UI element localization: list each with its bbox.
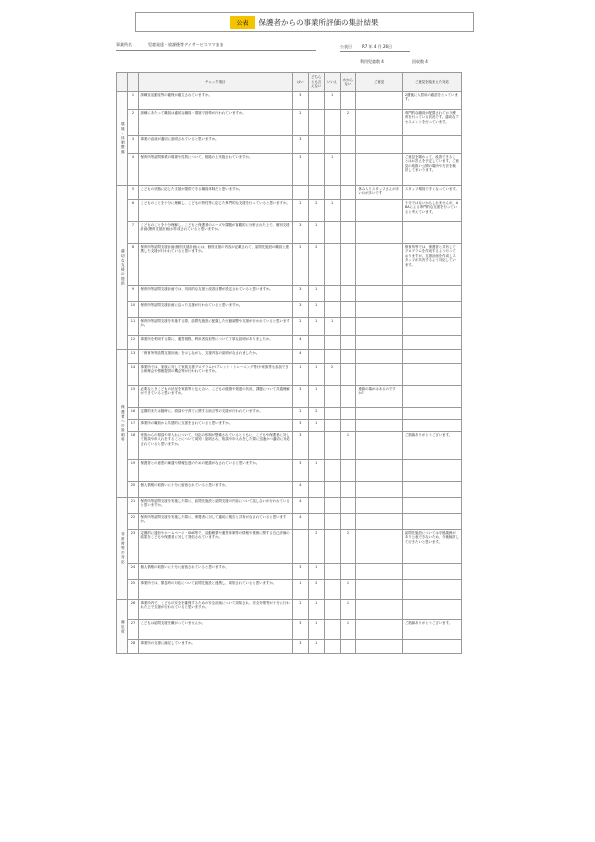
table-row — [117, 154, 462, 186]
category-label: 満足度 — [117, 600, 128, 654]
office-name: 児童発達・放課後等デイサービスママまま — [148, 42, 224, 47]
yes-count: 3 — [292, 640, 308, 654]
opinion-text — [356, 514, 403, 530]
unknown-count — [340, 318, 356, 336]
row-number: 19 — [128, 460, 138, 482]
no-count — [324, 514, 340, 530]
no-count — [324, 136, 340, 154]
check-item-text: 「保育所等訪問支援計画」を示しながら、支援内容の説明がなされましたか。 — [138, 350, 292, 364]
response-text — [402, 350, 461, 364]
yes-count: 3 — [292, 302, 308, 318]
check-item-text: 保護者との意思の疎通や情報伝達のための配慮がなされていると思いますか。 — [138, 460, 292, 482]
neutral-count: 2 — [308, 200, 324, 222]
unknown-count: 2 — [340, 530, 356, 564]
table-row — [117, 110, 462, 136]
unknown-count: 1 — [340, 580, 356, 600]
opinion-text — [356, 530, 403, 564]
unknown-count — [340, 386, 356, 408]
no-count — [324, 186, 340, 200]
check-item-text: 保育所等訪問支援を実施した際に、訪問先施設と訪問支援の内容について話し合いが行われていると思いますか。 — [138, 498, 292, 514]
table-row — [117, 620, 462, 640]
check-item-text: こどものことを十分理解し、こどもと保護者のニーズや課題が客観的に分析された上で、個別支援計画(療育支援計画)が作成されていると思いますか。 — [138, 222, 292, 244]
header-neutral: どちらとも言えない — [308, 73, 324, 92]
unknown-count — [340, 640, 356, 654]
table-row — [117, 600, 462, 620]
neutral-count: 1 — [308, 286, 324, 302]
office-underline — [116, 50, 316, 51]
no-count: 1 — [324, 200, 340, 222]
no-count: 1 — [324, 154, 340, 186]
yes-count: 3 — [292, 460, 308, 482]
neutral-count — [308, 154, 324, 186]
neutral-count: 1 — [308, 600, 324, 620]
table-row — [117, 408, 462, 420]
row-number: 24 — [128, 564, 138, 580]
user-count-label: 利用児童数 4 — [360, 59, 384, 64]
table-row — [117, 222, 462, 244]
category-label: 環境・体制整備 — [117, 92, 128, 186]
yes-count: 2 — [292, 318, 308, 336]
yes-count: 2 — [292, 600, 308, 620]
yes-count: 4 — [292, 336, 308, 350]
yes-count: 2 — [292, 200, 308, 222]
table-row — [117, 136, 462, 154]
header-opinion: ご意見 — [356, 73, 403, 92]
no-count — [324, 600, 340, 620]
response-text — [402, 318, 461, 336]
row-number: 28 — [128, 640, 138, 654]
yes-count: 3 — [292, 286, 308, 302]
yes-count: 2 — [292, 408, 308, 420]
opinion-text — [356, 318, 403, 336]
table-row — [117, 432, 462, 460]
header-check-item: チェック項目 — [138, 73, 292, 92]
unknown-count — [340, 136, 356, 154]
check-item-text: 事業所の職員から共感的に支援をされていると思いますか。 — [138, 420, 292, 432]
no-count — [324, 432, 340, 460]
opinion-text — [356, 564, 403, 580]
no-count: 1 — [324, 92, 340, 110]
no-count — [324, 244, 340, 286]
table-row — [117, 514, 462, 530]
table-row — [117, 386, 462, 408]
table-row — [117, 318, 462, 336]
response-text — [402, 408, 461, 420]
no-count — [324, 302, 340, 318]
header-no: いいえ — [324, 73, 340, 92]
yes-count — [292, 530, 308, 564]
opinion-text — [356, 482, 403, 498]
unknown-count — [340, 460, 356, 482]
document-title: 保護者からの事業所評価の集計結果 — [258, 17, 379, 27]
no-count — [324, 498, 340, 514]
check-item-text: 訓練にあたって職員は適切な職員・環境で指導が行われていますか。 — [138, 110, 292, 136]
opinion-text — [356, 620, 403, 640]
no-count — [324, 620, 340, 640]
unknown-count: 1 — [340, 432, 356, 460]
category-label: 適切な支援の提供 — [117, 186, 128, 350]
response-text: 専門的な職員が配置されており療育を行っている状況です。適切なアセスメントを行っています。 — [402, 110, 461, 136]
response-text: 保育所等では、保護者と共有してプログラムを作成するよう行っておりますが、支援計画を作成しスタッフが共有するよう対応しています。 — [402, 244, 461, 286]
table-row — [117, 420, 462, 432]
opinion-text — [356, 286, 403, 302]
response-text — [402, 514, 461, 530]
document-title-box — [135, 12, 474, 32]
response-text — [402, 460, 461, 482]
check-item-text: 訓練室活動室等の確保が確立されていますか。 — [138, 92, 292, 110]
row-number: 12 — [128, 336, 138, 350]
check-item-text: こどもの状態に応じた支援が提供できる職員体制だと思いますか。 — [138, 186, 292, 200]
neutral-count — [308, 92, 324, 110]
opinion-text — [356, 420, 403, 432]
row-number: 9 — [128, 286, 138, 302]
opinion-text — [356, 364, 403, 386]
neutral-count: 1 — [308, 640, 324, 654]
row-number: 15 — [128, 386, 138, 408]
unknown-count — [340, 564, 356, 580]
response-text — [402, 600, 461, 620]
check-item-text: 定期的または随時に、面談や子育てに関する助言等の支援が行われていますか。 — [138, 408, 292, 420]
table-row — [117, 482, 462, 498]
response-text: ご意見を賜わって、改善できることはお答えを予定しています。ご意見の取扱い公開の場所や方法を検討してまいります。 — [402, 154, 461, 186]
no-count — [324, 286, 340, 302]
yes-count: 3 — [292, 432, 308, 460]
unknown-count — [340, 244, 356, 286]
table-row — [117, 364, 462, 386]
no-count: 1 — [324, 318, 340, 336]
opinion-text — [356, 432, 403, 460]
response-text — [402, 386, 461, 408]
row-number: 11 — [128, 318, 138, 336]
unknown-count — [340, 408, 356, 420]
category-label: 非常時等の対応 — [117, 498, 128, 600]
yes-count: 3 — [292, 136, 308, 154]
yes-count: 3 — [292, 420, 308, 432]
response-text — [402, 136, 461, 154]
row-number: 4 — [128, 154, 138, 186]
neutral-count — [308, 110, 324, 136]
office-label: 事業所名 — [116, 42, 132, 47]
neutral-count — [308, 498, 324, 514]
response-text: ご指摘ありがとうございます。 — [402, 620, 461, 640]
yes-count: 3 — [292, 620, 308, 640]
row-number: 27 — [128, 620, 138, 640]
check-item-text: 保育所等訪問支援計画(個別支援計画)には、個別支援の内容が記載されて、訪問先施設の職員と連携した支援が行われていると思いますか。 — [138, 244, 292, 286]
public-badge: 公表 — [230, 16, 254, 29]
no-count — [324, 460, 340, 482]
no-count — [324, 640, 340, 654]
answer-count-label: 回収数 4 — [412, 59, 428, 64]
header-number — [128, 73, 138, 92]
check-item-text: 家族からの相談や申入れについて、対応の体制が整備されているとともに、こどもや保護者に対して相談や申入れをすることについて周知・説明され、相談や申入れをした際に迅速かつ適切に対応されていると思いますか。 — [138, 432, 292, 460]
yes-count: 2 — [292, 244, 308, 286]
check-item-text: こどもは訪問支援を嫌がっていませんか。 — [138, 620, 292, 640]
response-text: 2週後に入替用の確認をとっています。 — [402, 92, 461, 110]
table-row — [117, 640, 462, 654]
check-item-text: 必要なときこどもの状況を家族等と伝え合い、こどもの健康や発達の状況、課題について共通理解ができていると思いますか。 — [138, 386, 292, 408]
response-text — [402, 302, 461, 318]
neutral-count: 1 — [308, 318, 324, 336]
unknown-count — [340, 186, 356, 200]
neutral-count — [308, 514, 324, 530]
no-count — [324, 530, 340, 564]
no-count: 2 — [324, 364, 340, 386]
neutral-count: 1 — [308, 460, 324, 482]
table-row — [117, 286, 462, 302]
unknown-count — [340, 200, 356, 222]
check-item-text: 保育所等訪問支援計画では、具体的な支援と改善目標が設定されていると思いますか。 — [138, 286, 292, 302]
unknown-count — [340, 92, 356, 110]
unknown-count — [340, 482, 356, 498]
response-text — [402, 364, 461, 386]
response-text — [402, 498, 461, 514]
response-text — [402, 336, 461, 350]
row-number: 8 — [128, 244, 138, 286]
check-item-text: 個人情報の取扱いに十分に留意されていると思いますか。 — [138, 482, 292, 498]
table-row — [117, 564, 462, 580]
header-unknown: わからない — [340, 73, 356, 92]
opinion-text — [356, 222, 403, 244]
unknown-count — [340, 302, 356, 318]
check-item-text: 事業所では、緊急時の対応について訪問先施設と連携し、周知されていると思いますか。 — [138, 580, 292, 600]
category-label: 保護者への説明等 — [117, 350, 128, 498]
response-text — [402, 482, 461, 498]
table-row — [117, 302, 462, 318]
neutral-count: 1 — [308, 620, 324, 640]
row-number: 18 — [128, 432, 138, 460]
response-text — [402, 640, 461, 654]
neutral-count: 2 — [308, 408, 324, 420]
row-number: 22 — [128, 514, 138, 530]
opinion-text — [356, 498, 403, 514]
table-row — [117, 244, 462, 286]
yes-count: 2 — [292, 110, 308, 136]
unknown-count: 1 — [340, 620, 356, 640]
row-number: 26 — [128, 600, 138, 620]
opinion-text — [356, 640, 403, 654]
opinion-text — [356, 154, 403, 186]
opinion-text — [356, 350, 403, 364]
neutral-count — [308, 350, 324, 364]
response-text — [402, 564, 461, 580]
yes-count: 4 — [292, 498, 308, 514]
row-number: 13 — [128, 350, 138, 364]
check-item-text: 事業所内で、こどもの安全を確保するための安全計画について周知され、安全対策等が十分に行われた上で支援が行われていると思いますか。 — [138, 600, 292, 620]
opinion-text — [356, 580, 403, 600]
unknown-count — [340, 286, 356, 302]
neutral-count: 1 — [308, 564, 324, 580]
neutral-count — [308, 432, 324, 460]
neutral-count: 2 — [308, 530, 324, 564]
yes-count: 1 — [292, 580, 308, 600]
check-item-text: こどものことを十分に理解し、こどもの特性等に応じた専門的な支援を行っていると思いますか。 — [138, 200, 292, 222]
row-number: 1 — [128, 92, 138, 110]
publish-date-label: 公表日 — [340, 44, 352, 49]
check-item-text: 保育所等訪問事業の環境や性質について、根拠の上実施されていますか。 — [138, 154, 292, 186]
response-text: 十分ではないかもしれませんが、ABAによる専門的な支援を行っていると考えています。 — [402, 200, 461, 222]
row-number: 10 — [128, 302, 138, 318]
response-text: スタッフ増員で手くなっています。 — [402, 186, 461, 200]
opinion-text — [356, 92, 403, 110]
neutral-count — [308, 482, 324, 498]
table-row — [117, 186, 462, 200]
neutral-count: 1 — [308, 420, 324, 432]
unknown-count — [340, 514, 356, 530]
opinion-text — [356, 244, 403, 286]
row-number: 21 — [128, 498, 138, 514]
unknown-count — [340, 350, 356, 364]
row-number: 7 — [128, 222, 138, 244]
yes-count: 3 — [292, 92, 308, 110]
no-count — [324, 110, 340, 136]
no-count — [324, 408, 340, 420]
check-item-text: 事業所の支援に満足していますか。 — [138, 640, 292, 654]
yes-count — [292, 186, 308, 200]
table-row — [117, 350, 462, 364]
yes-count: 1 — [292, 364, 308, 386]
check-item-text: 事業所では、家族に対して家族支援プログラム(ペアレント・トレーニング等)や家族等も参加できる研修会や情報提供の機会等が行われていますか。 — [138, 364, 292, 386]
yes-count: 3 — [292, 386, 308, 408]
row-number: 16 — [128, 408, 138, 420]
date-underline — [340, 51, 410, 52]
opinion-text — [356, 302, 403, 318]
header-response: ご意見を踏まえた対応 — [402, 73, 461, 92]
response-text — [402, 222, 461, 244]
row-number: 2 — [128, 110, 138, 136]
neutral-count: 2 — [308, 580, 324, 600]
opinion-text — [356, 136, 403, 154]
no-count — [324, 386, 340, 408]
no-count — [324, 222, 340, 244]
neutral-count: 1 — [308, 386, 324, 408]
row-number: 23 — [128, 530, 138, 564]
table-row — [117, 530, 462, 564]
unknown-count: 1 — [340, 600, 356, 620]
row-number: 14 — [128, 364, 138, 386]
response-text: ご指摘ありがとうございます。 — [402, 432, 461, 460]
yes-count: 3 — [292, 564, 308, 580]
table-row — [117, 336, 462, 350]
neutral-count — [308, 186, 324, 200]
unknown-count — [340, 498, 356, 514]
check-item-text: 事業の直前が適切に説明されていると思いますか。 — [138, 136, 292, 154]
table-row — [117, 580, 462, 600]
yes-count: 3 — [292, 154, 308, 186]
evaluation-table — [116, 72, 462, 654]
yes-count: 4 — [292, 482, 308, 498]
row-number: 17 — [128, 420, 138, 432]
opinion-text — [356, 408, 403, 420]
yes-count: 3 — [292, 222, 308, 244]
check-item-text: 事業所を利用する際に、運営規程、利用者負担等について丁寧な説明がありましたか。 — [138, 336, 292, 350]
row-number: 20 — [128, 482, 138, 498]
response-text — [402, 420, 461, 432]
response-text — [402, 580, 461, 600]
check-item-text: 保育所等訪問支援計画に沿った支援が行われていると思いますか。 — [138, 302, 292, 318]
unknown-count: 2 — [340, 110, 356, 136]
opinion-text — [356, 336, 403, 350]
table-row — [117, 200, 462, 222]
neutral-count: 2 — [308, 244, 324, 286]
row-number: 6 — [128, 200, 138, 222]
unknown-count — [340, 420, 356, 432]
row-number: 25 — [128, 580, 138, 600]
neutral-count — [308, 336, 324, 350]
unknown-count — [340, 222, 356, 244]
unknown-count — [340, 364, 356, 386]
response-text — [402, 286, 461, 302]
opinion-text — [356, 110, 403, 136]
row-number: 3 — [128, 136, 138, 154]
opinion-text — [356, 460, 403, 482]
yes-count: 4 — [292, 514, 308, 530]
response-text: 訪問先施設については守秘義務があり公表できないため、今後検討して行きたいと思います。 — [402, 530, 461, 564]
check-item-text: 定期的に通信やホームページ・SNS等で、活動概要や運営体制等の情報や業務に関する自己評価の結果をこどもや保護者に対して発信されていますか。 — [138, 530, 292, 564]
check-item-text: 保育所等訪問支援を実施した際に、保護者に対して適切に報告と共有がなされていると思いますか。 — [138, 514, 292, 530]
table-row — [117, 460, 462, 482]
opinion-text: 休み入りスタッフさんが多いのが多いです — [356, 186, 403, 200]
unknown-count — [340, 336, 356, 350]
yes-count: 4 — [292, 350, 308, 364]
header-yes: はい — [292, 73, 308, 92]
check-item-text: 個人情報の取扱いに十分に留意されていると思いますか。 — [138, 564, 292, 580]
no-count — [324, 420, 340, 432]
neutral-count: 1 — [308, 222, 324, 244]
opinion-text — [356, 200, 403, 222]
table-row — [117, 92, 462, 110]
publish-date-value: R7 年 4 月 26日 — [362, 44, 393, 49]
no-count — [324, 350, 340, 364]
no-count — [324, 336, 340, 350]
no-count — [324, 580, 340, 600]
header-category — [117, 73, 128, 92]
table-header-row — [117, 73, 462, 92]
check-item-text: 保育所等訪問支援を実施する際、訪問先施設に配慮した行動調整や支援が行われていると思いますか。 — [138, 318, 292, 336]
neutral-count — [308, 136, 324, 154]
table-row — [117, 498, 462, 514]
no-count — [324, 482, 340, 498]
opinion-text — [356, 600, 403, 620]
row-number: 5 — [128, 186, 138, 200]
opinion-text: 連絡の場がはあるのですか? — [356, 386, 403, 408]
unknown-count — [340, 154, 356, 186]
no-count — [324, 564, 340, 580]
neutral-count: 1 — [308, 364, 324, 386]
neutral-count: 1 — [308, 302, 324, 318]
